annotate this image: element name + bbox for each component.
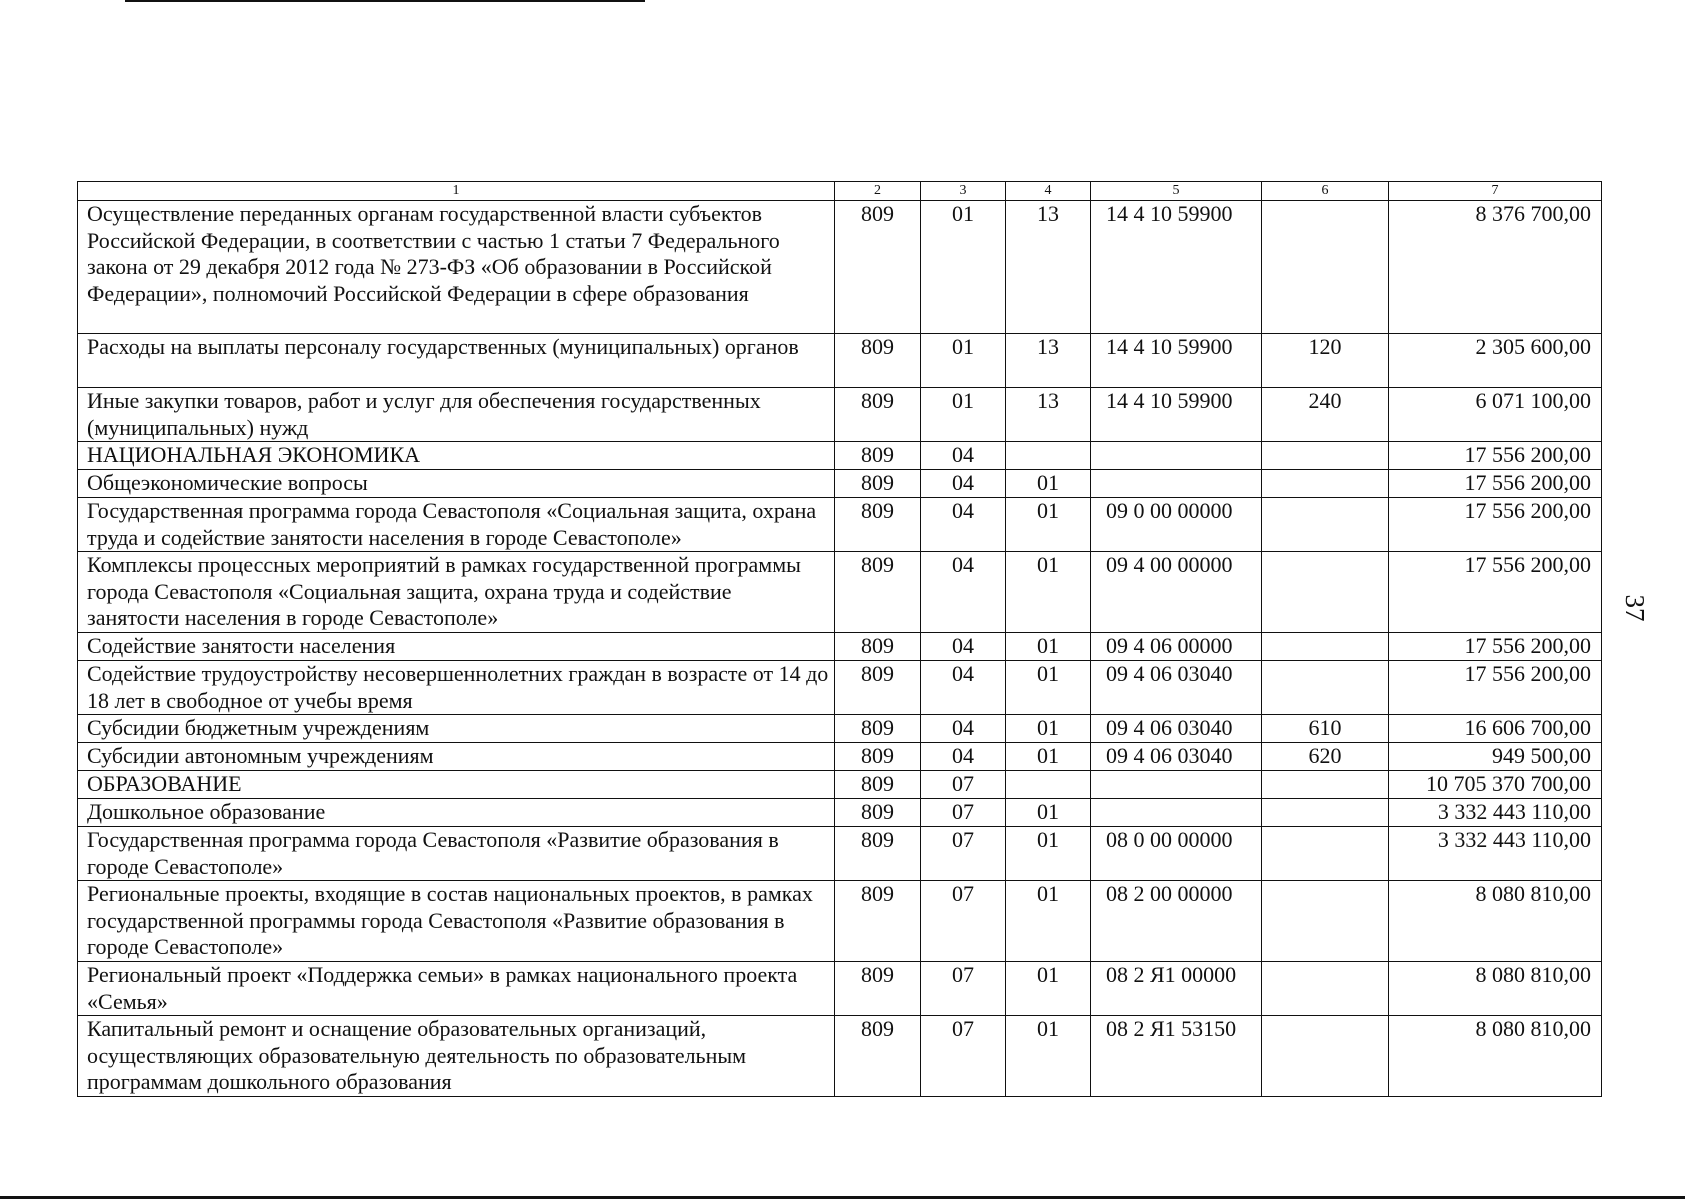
table-row — [78, 470, 1602, 498]
row-grbs: 809 — [835, 470, 921, 498]
row-target-article: 08 0 00 00000 — [1091, 827, 1262, 881]
row-amount: 17 556 200,00 — [1389, 552, 1602, 633]
row-expense-type — [1262, 498, 1389, 552]
row-section: 04 — [921, 743, 1006, 771]
row-expense-type — [1262, 661, 1389, 715]
row-grbs: 809 — [835, 827, 921, 881]
table-row — [78, 771, 1602, 799]
row-name: Расходы на выплаты персоналу государственных (муниципальных) органов — [78, 334, 835, 388]
row-name: Общеэкономические вопросы — [78, 470, 835, 498]
column-header: 1 — [78, 182, 835, 201]
row-subsection — [1006, 771, 1091, 799]
row-section: 04 — [921, 470, 1006, 498]
row-subsection: 01 — [1006, 633, 1091, 661]
row-section: 01 — [921, 334, 1006, 388]
table-header-row — [78, 182, 1602, 201]
row-name: Государственная программа города Севастополя «Социальная защита, охрана труда и содействие занятости населения в городе Севастополе» — [78, 498, 835, 552]
row-subsection: 13 — [1006, 201, 1091, 334]
row-amount: 3 332 443 110,00 — [1389, 827, 1602, 881]
row-amount: 17 556 200,00 — [1389, 470, 1602, 498]
row-subsection: 13 — [1006, 334, 1091, 388]
row-name: Субсидии автономным учреждениям — [78, 743, 835, 771]
row-expense-type — [1262, 881, 1389, 962]
column-header: 7 — [1389, 182, 1602, 201]
row-grbs: 809 — [835, 1016, 921, 1097]
row-grbs: 809 — [835, 633, 921, 661]
table-row — [78, 743, 1602, 771]
row-grbs: 809 — [835, 771, 921, 799]
bottom-rule — [0, 1196, 1685, 1199]
row-subsection: 01 — [1006, 498, 1091, 552]
row-name: Осуществление переданных органам государственной власти субъектов Российской Федерации, в соответствии с частью 1 статьи 7 Федерального закона от 29 декабря 2012 года № 273-ФЗ «Об образовании в Российской Федерации», полномочий Российской Федерации в сфере образования — [78, 201, 835, 334]
row-target-article: 09 4 06 03040 — [1091, 743, 1262, 771]
row-expense-type — [1262, 442, 1389, 470]
row-subsection: 01 — [1006, 827, 1091, 881]
row-name: Региональные проекты, входящие в состав национальных проектов, в рамках государственной программы города Севастополя «Развитие образования в городе Севастополе» — [78, 881, 835, 962]
row-amount: 6 071 100,00 — [1389, 388, 1602, 442]
table-row — [78, 827, 1602, 881]
table-row — [78, 633, 1602, 661]
row-name: Государственная программа города Севастополя «Развитие образования в городе Севастополе» — [78, 827, 835, 881]
table-row — [78, 962, 1602, 1016]
row-grbs: 809 — [835, 962, 921, 1016]
row-subsection: 01 — [1006, 743, 1091, 771]
row-target-article — [1091, 442, 1262, 470]
row-expense-type — [1262, 799, 1389, 827]
row-grbs: 809 — [835, 552, 921, 633]
row-expense-type: 610 — [1262, 715, 1389, 743]
table-row — [78, 498, 1602, 552]
row-grbs: 809 — [835, 498, 921, 552]
table-row — [78, 552, 1602, 633]
row-section: 01 — [921, 388, 1006, 442]
table-row — [78, 661, 1602, 715]
row-expense-type — [1262, 552, 1389, 633]
column-header: 6 — [1262, 182, 1389, 201]
row-target-article: 14 4 10 59900 — [1091, 388, 1262, 442]
row-subsection: 13 — [1006, 388, 1091, 442]
row-target-article — [1091, 771, 1262, 799]
row-grbs: 809 — [835, 799, 921, 827]
row-subsection: 01 — [1006, 715, 1091, 743]
row-section: 07 — [921, 1016, 1006, 1097]
row-subsection — [1006, 442, 1091, 470]
row-section: 07 — [921, 827, 1006, 881]
top-rule — [125, 0, 645, 2]
row-name: Содействие занятости населения — [78, 633, 835, 661]
row-section: 01 — [921, 201, 1006, 334]
row-section: 07 — [921, 771, 1006, 799]
row-section: 04 — [921, 661, 1006, 715]
row-subsection: 01 — [1006, 962, 1091, 1016]
page-number: 37 — [1620, 594, 1650, 622]
row-grbs: 809 — [835, 661, 921, 715]
row-expense-type: 240 — [1262, 388, 1389, 442]
row-section: 07 — [921, 799, 1006, 827]
budget-table — [77, 181, 1602, 1097]
row-expense-type — [1262, 470, 1389, 498]
table-row — [78, 334, 1602, 388]
row-grbs: 809 — [835, 201, 921, 334]
row-target-article: 09 4 06 00000 — [1091, 633, 1262, 661]
row-section: 04 — [921, 552, 1006, 633]
row-amount: 17 556 200,00 — [1389, 661, 1602, 715]
row-amount: 3 332 443 110,00 — [1389, 799, 1602, 827]
row-grbs: 809 — [835, 388, 921, 442]
row-expense-type — [1262, 633, 1389, 661]
row-expense-type: 620 — [1262, 743, 1389, 771]
row-subsection: 01 — [1006, 470, 1091, 498]
row-expense-type: 120 — [1262, 334, 1389, 388]
row-grbs: 809 — [835, 743, 921, 771]
table-row — [78, 388, 1602, 442]
table-row — [78, 715, 1602, 743]
row-subsection: 01 — [1006, 661, 1091, 715]
row-section: 04 — [921, 498, 1006, 552]
column-header: 3 — [921, 182, 1006, 201]
row-amount: 8 080 810,00 — [1389, 1016, 1602, 1097]
row-name: Содействие трудоустройству несовершеннолетних граждан в возрасте от 14 до 18 лет в свободное от учебы время — [78, 661, 835, 715]
row-target-article: 08 2 Я1 53150 — [1091, 1016, 1262, 1097]
row-amount: 949 500,00 — [1389, 743, 1602, 771]
row-grbs: 809 — [835, 881, 921, 962]
row-grbs: 809 — [835, 442, 921, 470]
table-row — [78, 1016, 1602, 1097]
row-target-article — [1091, 470, 1262, 498]
row-subsection: 01 — [1006, 1016, 1091, 1097]
table-row — [78, 442, 1602, 470]
row-target-article: 09 4 06 03040 — [1091, 661, 1262, 715]
row-target-article: 09 4 06 03040 — [1091, 715, 1262, 743]
row-name: ОБРАЗОВАНИЕ — [78, 771, 835, 799]
row-amount: 10 705 370 700,00 — [1389, 771, 1602, 799]
row-name: Региональный проект «Поддержка семьи» в рамках национального проекта «Семья» — [78, 962, 835, 1016]
row-amount: 2 305 600,00 — [1389, 334, 1602, 388]
row-section: 04 — [921, 715, 1006, 743]
row-amount: 16 606 700,00 — [1389, 715, 1602, 743]
table-row — [78, 201, 1602, 334]
row-target-article: 08 2 00 00000 — [1091, 881, 1262, 962]
row-subsection: 01 — [1006, 552, 1091, 633]
row-expense-type — [1262, 201, 1389, 334]
row-target-article: 09 0 00 00000 — [1091, 498, 1262, 552]
row-amount: 8 080 810,00 — [1389, 881, 1602, 962]
row-amount: 17 556 200,00 — [1389, 633, 1602, 661]
row-target-article: 14 4 10 59900 — [1091, 334, 1262, 388]
row-target-article — [1091, 799, 1262, 827]
row-section: 04 — [921, 633, 1006, 661]
table-row — [78, 881, 1602, 962]
row-name: Дошкольное образование — [78, 799, 835, 827]
column-header: 4 — [1006, 182, 1091, 201]
row-amount: 17 556 200,00 — [1389, 498, 1602, 552]
column-header: 5 — [1091, 182, 1262, 201]
table-row — [78, 799, 1602, 827]
row-grbs: 809 — [835, 334, 921, 388]
row-name: Комплексы процессных мероприятий в рамках государственной программы города Севастополя «Социальная защита, охрана труда и содействие занятости населения в городе Севастополе» — [78, 552, 835, 633]
row-name: НАЦИОНАЛЬНАЯ ЭКОНОМИКА — [78, 442, 835, 470]
row-grbs: 809 — [835, 715, 921, 743]
row-subsection: 01 — [1006, 799, 1091, 827]
row-name: Субсидии бюджетным учреждениям — [78, 715, 835, 743]
row-section: 07 — [921, 962, 1006, 1016]
row-name: Иные закупки товаров, работ и услуг для обеспечения государственных (муниципальных) нужд — [78, 388, 835, 442]
row-expense-type — [1262, 771, 1389, 799]
row-expense-type — [1262, 827, 1389, 881]
row-section: 04 — [921, 442, 1006, 470]
row-target-article: 14 4 10 59900 — [1091, 201, 1262, 334]
row-name: Капитальный ремонт и оснащение образовательных организаций, осуществляющих образовательную деятельность по образовательным программам дошкольного образования — [78, 1016, 835, 1097]
column-header: 2 — [835, 182, 921, 201]
row-target-article: 09 4 00 00000 — [1091, 552, 1262, 633]
row-expense-type — [1262, 1016, 1389, 1097]
row-section: 07 — [921, 881, 1006, 962]
row-amount: 17 556 200,00 — [1389, 442, 1602, 470]
row-subsection: 01 — [1006, 881, 1091, 962]
row-expense-type — [1262, 962, 1389, 1016]
row-target-article: 08 2 Я1 00000 — [1091, 962, 1262, 1016]
row-amount: 8 080 810,00 — [1389, 962, 1602, 1016]
row-amount: 8 376 700,00 — [1389, 201, 1602, 334]
